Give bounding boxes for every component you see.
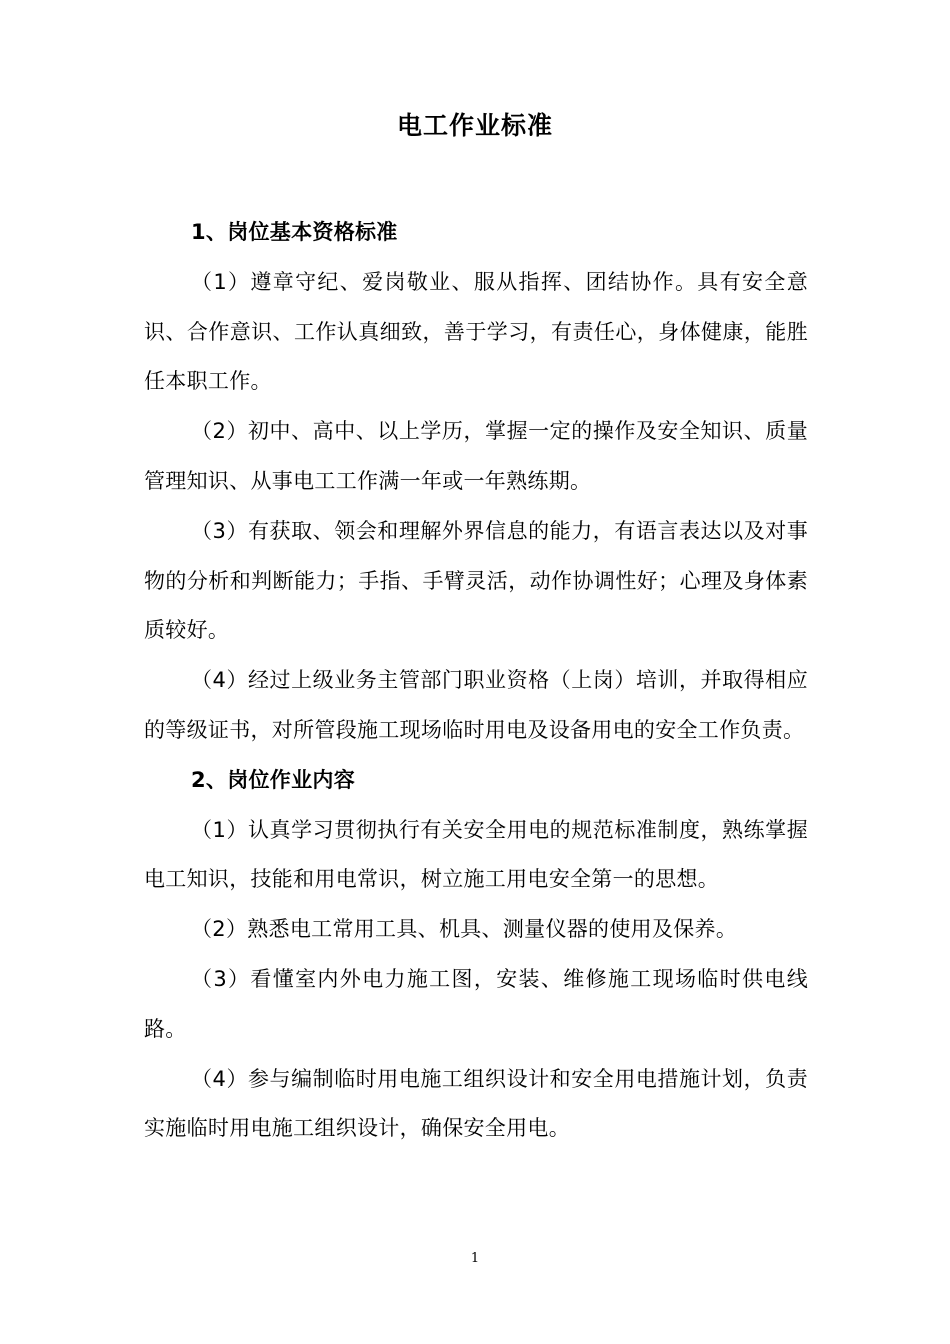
document-body bbox=[144, 208, 808, 1154]
duty-item-1: （1）认真学习贯彻执行有关安全用电的规范标准制度，熟练掌握电工知识，技能和用电常识，树立施工用电安全第一的思想。 bbox=[144, 817, 808, 892]
duty-item-3: （3）看懂室内外电力施工图，安装、维修施工现场临时供电线路。 bbox=[144, 966, 808, 1041]
document-title: 电工作业标准 bbox=[396, 111, 553, 140]
section-heading-qualification: 1、岗位基本资格标准 bbox=[191, 220, 398, 244]
qualification-item-3: （3）有获取、领会和理解外界信息的能力，有语言表达以及对事物的分析和判断能力；手指、手臂灵活，动作协调性好；心理及身体素质较好。 bbox=[144, 518, 808, 643]
qualification-item-1: （1）遵章守纪、爱岗敬业、服从指挥、团结协作。具有安全意识、合作意识、工作认真细致，善于学习，有责任心，身体健康，能胜任本职工作。 bbox=[144, 269, 808, 394]
duty-item-4: （4）参与编制临时用电施工组织设计和安全用电措施计划，负责实施临时用电施工组织设计，确保安全用电。 bbox=[144, 1066, 808, 1141]
section-heading-duties: 2、岗位作业内容 bbox=[191, 767, 356, 792]
qualification-item-2: （2）初中、高中、以上学历，掌握一定的操作及安全知识、质量管理知识、从事电工工作满一年或一年熟练期。 bbox=[144, 419, 808, 493]
duty-item-2: （2）熟悉电工常用工具、机具、测量仪器的使用及保养。 bbox=[191, 917, 738, 942]
qualification-item-4: （4）经过上级业务主管部门职业资格（上岗）培训，并取得相应的等级证书，对所管段施工现场临时用电及设备用电的安全工作负责。 bbox=[144, 668, 808, 742]
page-number: 1 bbox=[470, 1251, 480, 1266]
